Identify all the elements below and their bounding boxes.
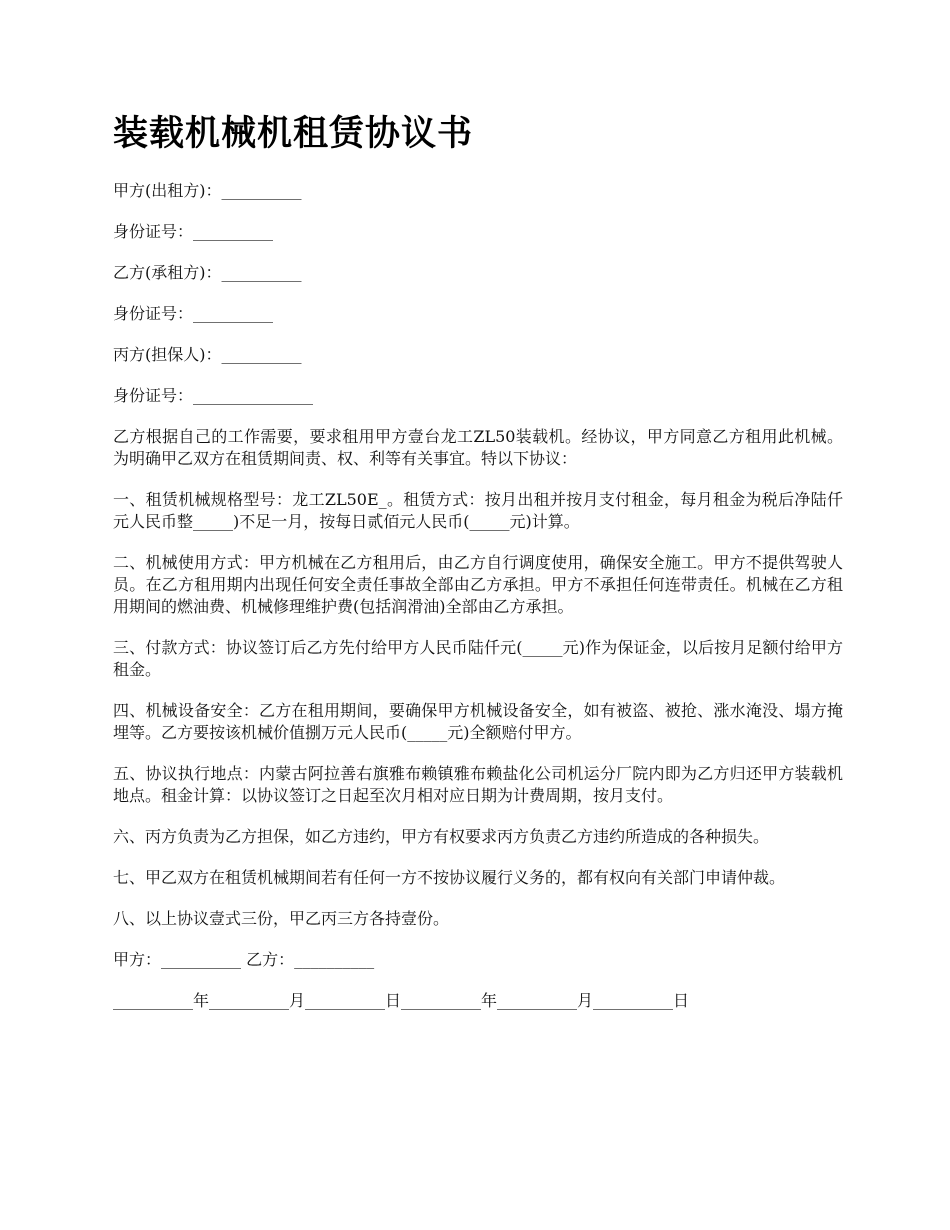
document-title: 装载机械机租赁协议书 (113, 114, 474, 154)
party-c-field: 丙方(担保人)：__________ (113, 345, 302, 364)
clause-4: 四、机械设备安全：乙方在租用期间，要确保甲方机械设备安全，如有被盗、被抢、涨水淹没、塌方掩埋等。乙方要按该机械价值捌万元人民币(_____元)全额赔付甲方。 (113, 701, 843, 742)
clause-2: 二、机械使用方式：甲方机械在乙方租用后，由乙方自行调度使用，确保安全施工。甲方不提供驾驶人员。在乙方租用期内出现任何安全责任事故全部由乙方承担。甲方不承担任何连带责任。机械在乙方租用期间的燃油费、机械修理维护费(包括润滑油)全部由乙方承担。 (113, 553, 843, 616)
signature-line: 甲方：__________ 乙方：__________ (113, 950, 375, 969)
party-c-id-field: 身份证号：_______________ (113, 386, 314, 405)
clause-5: 五、协议执行地点：内蒙古阿拉善右旗雅布赖镇雅布赖盐化公司机运分厂院内即为乙方归还甲方装载机地点。租金计算：以协议签订之日起至次月相对应日期为计费周期，按月支付。 (113, 764, 843, 805)
clause-8: 八、以上协议壹式三份，甲乙丙三方各持壹份。 (113, 909, 450, 928)
intro-paragraph: 乙方根据自己的工作需要，要求租用甲方壹台龙工ZL50装载机。经协议，甲方同意乙方租用此机械。为明确甲乙双方在租赁期间责、权、利等有关事宜。特以下协议： (113, 427, 843, 468)
clause-1: 一、租赁机械规格型号：龙工ZL50E_。租赁方式：按月出租并按月支付租金，每月租金为税后净陆仟元人民币整_____)不足一月，按每日贰佰元人民币(_____元)计算。 (113, 490, 843, 531)
party-a-id-field: 身份证号：__________ (113, 222, 274, 241)
clause-6: 六、丙方负责为乙方担保，如乙方违约，甲方有权要求丙方负责乙方违约所造成的各种损失。 (113, 827, 770, 846)
party-b-id-field: 身份证号：__________ (113, 304, 274, 323)
document-page (113, 110, 843, 1031)
clause-3: 三、付款方式：协议签订后乙方先付给甲方人民币陆仟元(_____元)作为保证金，以后按月足额付给甲方租金。 (113, 638, 843, 679)
party-b-field: 乙方(承租方)：__________ (113, 263, 302, 282)
date-line: __________年__________月__________日__________年__________月__________日 (113, 991, 690, 1010)
party-a-field: 甲方(出租方)：__________ (113, 181, 302, 200)
clause-7: 七、甲乙双方在租赁机械期间若有任何一方不按协议履行义务的，都有权向有关部门申请仲裁。 (113, 868, 786, 887)
